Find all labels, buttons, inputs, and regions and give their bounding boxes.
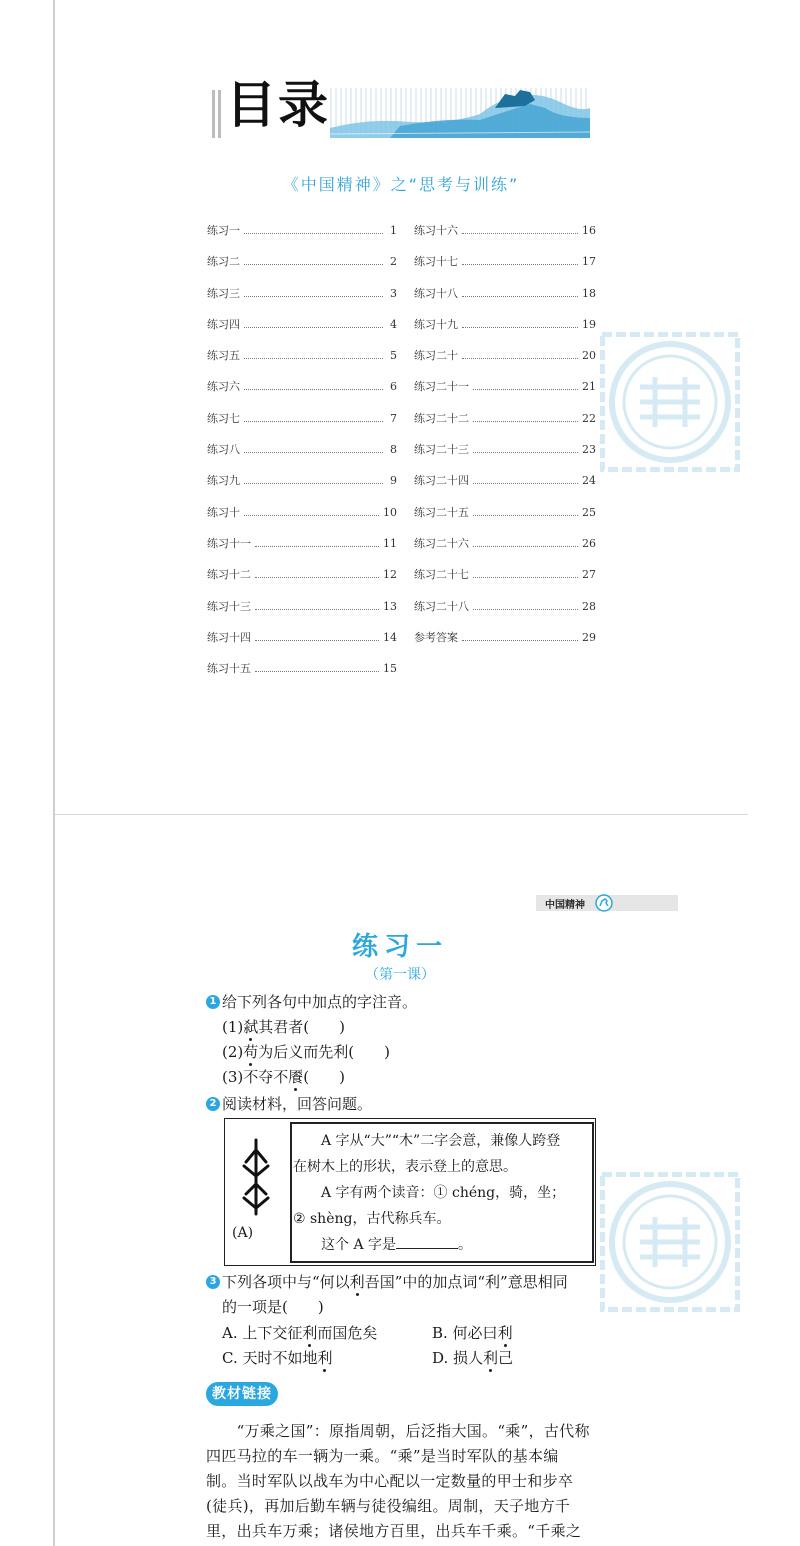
toc-entry[interactable] (414, 222, 596, 253)
leader-dots (462, 327, 578, 328)
toc-entry-label: 练习十九 (414, 317, 458, 331)
toc-entry-page: 14 (383, 630, 397, 644)
toc-entry-page: 2 (390, 255, 397, 269)
toc-entry-label: 练习十四 (207, 630, 251, 644)
paragraph-line-1: “万乘之国”：原指周朝，后泛指大国。“乘”，古代称 (206, 1422, 590, 1440)
leader-dots (462, 264, 578, 265)
toc-entry-page: 22 (582, 411, 596, 425)
toc-entry-page: 4 (390, 317, 397, 331)
leader-dots (244, 264, 383, 265)
toc-entry-label: 练习二十五 (414, 505, 469, 519)
brand-label: 中国精神 (545, 900, 585, 911)
leader-dots (473, 389, 578, 390)
leader-dots (244, 515, 379, 516)
material-line-5: 这个 A 字是 。 (293, 1234, 472, 1254)
question-prompt: 阅读材料，回答问题。 (222, 1095, 373, 1113)
question-prompt: 给下列各句中加点的字注音。 (222, 993, 418, 1011)
toc-entry[interactable] (414, 629, 596, 660)
leader-dots (244, 233, 383, 234)
textbook-link-badge: 教材链接 (206, 1382, 278, 1406)
leader-dots (462, 233, 578, 234)
toc-entry-label: 练习十五 (207, 662, 251, 676)
great-wall-image (330, 88, 590, 138)
toc-entry[interactable] (414, 566, 596, 597)
toc-entry[interactable] (207, 378, 397, 409)
toc-entry[interactable] (414, 347, 596, 378)
toc-entry-label: 练习二十八 (414, 599, 469, 613)
toc-entry-label: 练习十八 (414, 286, 458, 300)
toc-entry-label: 练习六 (207, 380, 240, 394)
toc-entry-label: 练习十 (207, 505, 240, 519)
question-1 (206, 991, 417, 1012)
leader-dots (462, 358, 578, 359)
q3-prompt-line-2: 的一项是( ) (222, 1298, 324, 1316)
toc-entry[interactable] (207, 441, 397, 472)
question-number-badge: 3 (206, 1275, 220, 1289)
toc-entry-page: 24 (582, 474, 596, 488)
question-2 (206, 1093, 372, 1114)
toc-entry-page: 1 (390, 224, 397, 237)
option-d[interactable]: D. 损人利己 (432, 1349, 514, 1367)
horse-logo-icon (595, 894, 613, 912)
leader-dots (462, 296, 578, 297)
paragraph-line-2: 四匹马拉的车一辆为一乘。“乘”是当时军队的基本编 (206, 1447, 559, 1465)
toc-entry[interactable] (414, 472, 596, 503)
toc-entry-page: 19 (582, 317, 596, 331)
binding-spine (53, 0, 55, 1546)
question-3 (206, 1271, 568, 1292)
toc-entry[interactable] (414, 441, 596, 472)
paragraph-line-4: (徒兵)，再加后勤车辆与徒役编组。周制，天子地方千 (206, 1497, 571, 1515)
toc-right-column (414, 222, 596, 660)
toc-entry-page: 6 (390, 380, 397, 394)
toc-entry[interactable] (414, 504, 596, 535)
leader-dots (473, 609, 578, 610)
exercise-title: 练习一 (351, 932, 448, 962)
toc-header (212, 76, 590, 138)
leader-dots (244, 483, 383, 484)
leader-dots (244, 327, 383, 328)
leader-dots (244, 296, 383, 297)
toc-entry-page: 8 (390, 443, 397, 457)
toc-entry-page: 29 (582, 630, 596, 644)
toc-entry[interactable] (207, 347, 397, 378)
toc-entry-page: 15 (383, 662, 397, 676)
lesson-label: （第一课） (365, 967, 435, 983)
toc-entry[interactable] (414, 598, 596, 629)
leader-dots (473, 483, 578, 484)
toc-entry-label: 练习十三 (207, 599, 251, 613)
glyph-caption: (A) (232, 1225, 254, 1241)
toc-entry[interactable] (207, 566, 397, 597)
toc-entry[interactable] (207, 222, 397, 253)
toc-entry-label: 练习二十四 (414, 474, 469, 488)
material-line-3: A 字有两个读音：① chéng，骑，坐； (293, 1185, 566, 1201)
toc-entry-label: 练习二十二 (414, 411, 469, 425)
toc-entry-page: 11 (383, 536, 397, 550)
leader-dots (244, 452, 383, 453)
toc-entry-label: 练习十七 (414, 255, 458, 269)
option-c[interactable]: C. 天时不如地利 (222, 1349, 333, 1367)
toc-entry[interactable] (207, 410, 397, 441)
material-line-4: ② shèng，古代称兵车。 (293, 1211, 451, 1227)
toc-entry-label: 练习十六 (414, 224, 458, 237)
title-bars-decoration (212, 90, 224, 138)
dotted-char: 利 (349, 1273, 365, 1291)
toc-entry[interactable] (414, 285, 596, 316)
toc-entry[interactable] (207, 472, 397, 503)
toc-entry[interactable] (207, 285, 397, 316)
toc-entry-label: 练习一 (207, 224, 240, 237)
leader-dots (255, 671, 379, 672)
page-separator (55, 814, 748, 815)
toc-entry-label: 练习九 (207, 474, 240, 488)
toc-entry[interactable] (207, 660, 397, 691)
toc-entry-page: 28 (582, 599, 596, 613)
toc-entry[interactable] (414, 378, 596, 409)
ornament-medallion-icon (600, 332, 740, 472)
toc-entry-label: 练习二十六 (414, 536, 469, 550)
toc-entry-page: 23 (582, 443, 596, 457)
toc-entry-label: 练习二十 (414, 349, 458, 363)
toc-entry-label: 练习十一 (207, 536, 251, 550)
toc-entry-label: 练习四 (207, 317, 240, 331)
toc-entry-page: 7 (390, 411, 397, 425)
toc-entry-page: 27 (582, 568, 596, 582)
toc-left-column (207, 222, 397, 691)
toc-entry-page: 26 (582, 536, 596, 550)
toc-entry-label: 练习五 (207, 349, 240, 363)
toc-entry-label: 练习十二 (207, 568, 251, 582)
q1-item-3: (3)不夺不餍( ) (222, 1068, 345, 1086)
toc-entry[interactable] (414, 316, 596, 347)
toc-entry-label: 练习二十七 (414, 568, 469, 582)
toc-entry[interactable] (207, 535, 397, 566)
question-number-badge: 1 (206, 995, 220, 1009)
option-a[interactable]: A. 上下交征利而国危矣 (222, 1324, 378, 1342)
toc-entry-page: 16 (582, 224, 596, 237)
ornament-medallion-icon (600, 1172, 740, 1312)
toc-entry-page: 10 (383, 505, 397, 519)
leader-dots (473, 577, 578, 578)
question-number-badge: 2 (206, 1097, 220, 1111)
leader-dots (255, 640, 379, 641)
toc-subtitle: 《中国精神》之“思考与训练” (282, 175, 520, 194)
toc-entry-page: 20 (582, 349, 596, 363)
paragraph-line-3: 制。当时军队以战车为中心配以一定数量的甲士和步卒 (206, 1472, 574, 1490)
toc-entry[interactable] (207, 316, 397, 347)
toc-entry[interactable] (207, 504, 397, 535)
leader-dots (473, 452, 578, 453)
question-prompt: 下列各项中与“何以利吾国”中的加点词“利”意思相同 (222, 1273, 568, 1291)
toc-entry-page: 17 (582, 255, 596, 269)
leader-dots (473, 546, 578, 547)
leader-dots (255, 577, 379, 578)
toc-entry-label: 练习三 (207, 286, 240, 300)
toc-entry-page: 12 (383, 568, 397, 582)
toc-entry-label: 练习二十一 (414, 380, 469, 394)
dotted-char: 弑 (243, 1018, 259, 1036)
q1-item-2: (2)苟为后义而先利( ) (222, 1043, 390, 1061)
dotted-char: 餍 (288, 1068, 304, 1086)
leader-dots (244, 421, 383, 422)
paragraph-line-5: 里，出兵车万乘；诸侯地方百里，出兵车千乘。“千乘之 (206, 1522, 582, 1540)
toc-entry-label: 练习二十三 (414, 443, 469, 457)
toc-entry-page: 13 (383, 599, 397, 613)
option-b[interactable]: B. 何必曰利 (432, 1324, 513, 1342)
toc-entry-page: 9 (390, 474, 397, 488)
leader-dots (462, 640, 578, 641)
toc-entry[interactable] (207, 598, 397, 629)
toc-entry[interactable] (207, 253, 397, 284)
q1-item-1: (1)弑其君者( ) (222, 1018, 345, 1036)
toc-entry-page: 18 (582, 286, 596, 300)
material-line-1: A 字从“大”“木”二字会意，兼像人跨登 (293, 1133, 561, 1149)
leader-dots (473, 421, 578, 422)
toc-entry-page: 3 (390, 286, 397, 300)
toc-entry-label: 参考答案 (414, 630, 458, 644)
dotted-char: 苟 (243, 1043, 259, 1061)
toc-entry[interactable] (414, 410, 596, 441)
ancient-character-glyph (236, 1136, 276, 1218)
toc-entry-label: 练习二 (207, 255, 240, 269)
leader-dots (244, 389, 383, 390)
toc-entry-page: 21 (582, 380, 596, 394)
toc-entry[interactable] (414, 253, 596, 284)
leader-dots (244, 358, 383, 359)
leader-dots (255, 546, 379, 547)
toc-entry[interactable] (414, 535, 596, 566)
toc-entry-page: 5 (390, 349, 397, 363)
answer-blank[interactable] (396, 1234, 458, 1249)
great-wall-banner (330, 88, 590, 138)
toc-entry-label: 练习八 (207, 443, 240, 457)
leader-dots (255, 609, 379, 610)
toc-entry[interactable] (207, 629, 397, 660)
material-line-2: 在树木上的形状，表示登上的意思。 (293, 1159, 517, 1175)
toc-title: 目录 (226, 76, 330, 134)
toc-entry-label: 练习七 (207, 411, 240, 425)
toc-entry-page: 25 (582, 505, 596, 519)
leader-dots (473, 515, 578, 516)
